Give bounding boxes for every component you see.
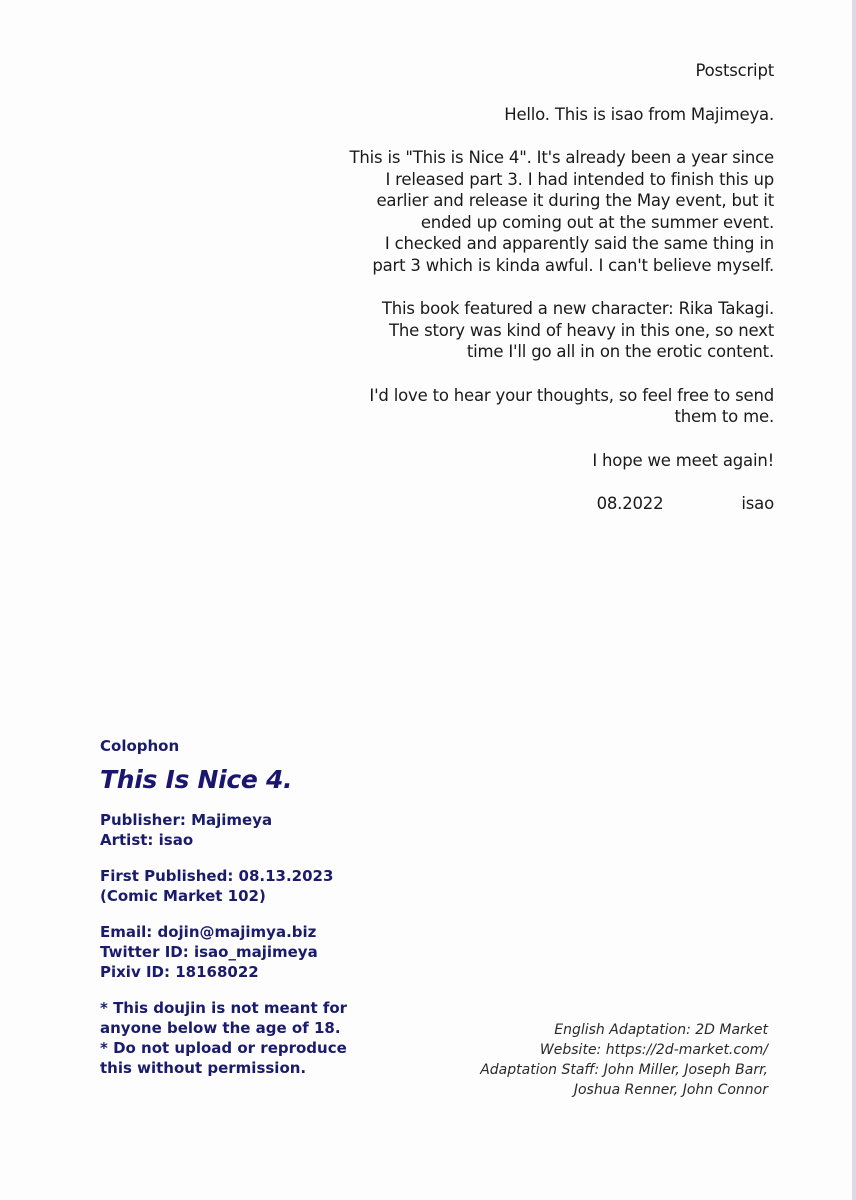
colophon-notice-group <box>100 998 430 1078</box>
notice-line: this without permission. <box>100 1059 307 1077</box>
text-line: part 3 which is kinda awful. I can't believe myself. <box>372 255 774 275</box>
postscript-paragraph-2 <box>304 298 774 363</box>
postscript-greeting: Hello. This is isao from Majimeya. <box>504 104 774 124</box>
postscript-date: 08.2022 <box>596 494 664 513</box>
postscript-closing: I hope we meet again! <box>592 450 774 470</box>
text-line: ended up coming out at the summer event. <box>420 212 774 232</box>
text-line: This book featured a new character: Rika Takagi. <box>381 299 774 318</box>
postscript-paragraph-1 <box>304 147 774 276</box>
publisher-line: Publisher: Majimeya <box>100 811 273 829</box>
postscript-signature: isao <box>741 494 774 513</box>
twitter-line: Twitter ID: isao_majimeya <box>100 943 318 961</box>
event-line: (Comic Market 102) <box>100 887 266 905</box>
credits-line: English Adaptation: 2D Market <box>554 1022 768 1038</box>
artist-line: Artist: isao <box>100 831 194 849</box>
text-line: I'd love to hear your thoughts, so feel free to send <box>369 385 774 405</box>
text-line: time I'll go all in on the erotic content. <box>466 342 774 361</box>
pixiv-line: Pixiv ID: 18168022 <box>100 963 259 981</box>
page-edge <box>852 0 856 1200</box>
text-line: I checked and apparently said the same thing in <box>384 234 774 253</box>
colophon-contact-group <box>100 922 430 982</box>
credits-line: Adaptation Staff: John Miller, Joseph Barr, <box>480 1062 768 1078</box>
colophon-credits-group <box>100 810 430 850</box>
notice-line: * This doujin is not meant for <box>100 999 348 1017</box>
credits-line: Website: https://2d-market.com/ <box>539 1042 768 1058</box>
notice-line: * Do not upload or reproduce <box>100 1039 347 1057</box>
postscript-section <box>304 60 774 515</box>
postscript-paragraph-3 <box>304 385 774 428</box>
email-line: Email: dojin@majimya.biz <box>100 923 317 941</box>
colophon-publication-group <box>100 866 430 906</box>
text-line: earlier and release it during the May event, but it <box>376 191 774 210</box>
text-line: I released part 3. I had intended to finish this up <box>385 169 774 189</box>
colophon-section <box>100 736 430 1094</box>
colophon-title: This Is Nice 4. <box>100 765 293 794</box>
postscript-signature-line <box>304 493 774 515</box>
first-published-line: First Published: 08.13.2023 <box>100 867 334 885</box>
notice-line: anyone below the age of 18. <box>100 1019 341 1037</box>
postscript-heading: Postscript <box>695 61 774 80</box>
text-line: them to me. <box>674 407 774 426</box>
colophon-label: Colophon <box>100 737 180 755</box>
credits-line: Joshua Renner, John Connor <box>573 1082 768 1098</box>
adaptation-credits <box>408 1020 768 1100</box>
text-line: The story was kind of heavy in this one, so next <box>388 320 774 340</box>
text-line: This is "This is Nice 4". It's already been a year since <box>349 148 774 167</box>
